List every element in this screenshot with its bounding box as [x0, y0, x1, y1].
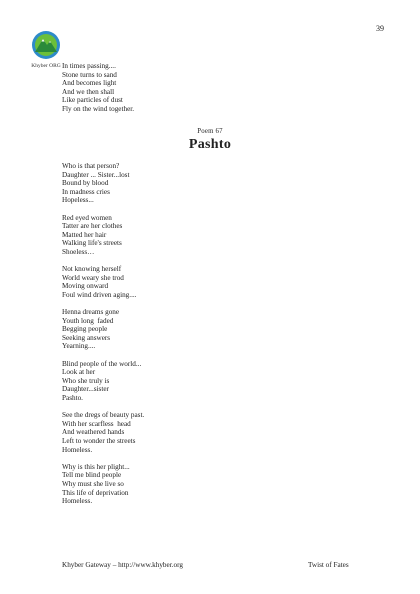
stanza: [62, 265, 144, 299]
intro-stanza: [62, 62, 134, 114]
poem-line: Stone turns to sand: [62, 70, 117, 79]
footer-site-link[interactable]: Khyber Gateway – http://www.khyber.org: [62, 561, 183, 569]
poem-line: This life of deprivation: [62, 488, 129, 497]
poem-line: Begging people: [62, 325, 108, 334]
poem-number: Poem 67: [197, 128, 223, 135]
poem-line: And becomes light: [62, 79, 117, 88]
stanza: [62, 308, 144, 351]
poem-line: Hopeless...: [62, 196, 94, 205]
poem-line: With her scarfless head: [62, 419, 131, 428]
poem-line: Daughter...sister: [62, 385, 109, 394]
poem-line: And we then shall: [62, 87, 115, 96]
poem-line: And weathered hands: [62, 428, 125, 437]
stanza: [62, 162, 144, 205]
poem-line: Left to wonder the streets: [62, 437, 136, 445]
poem-line: Yearning....: [62, 342, 96, 351]
logo-emblem-icon: [31, 30, 61, 60]
poem-line: See the dregs of beauty past.: [62, 411, 145, 420]
poem-line: Tell me blind people: [62, 471, 122, 480]
poem-line: Bound by blood: [62, 179, 109, 188]
page-number: 39: [376, 24, 384, 33]
poem-line: Homeless.: [62, 445, 93, 454]
poem-line: Blind people of the world...: [62, 359, 142, 368]
stanza: [62, 463, 144, 506]
poem-line: World weary she trod: [62, 273, 124, 282]
poem-body: [62, 162, 144, 514]
poem-line: Matted her hair: [62, 230, 107, 239]
poem-line: Pashto.: [62, 394, 83, 403]
poem-line: Fly on the wind together.: [62, 104, 135, 113]
stanza: [62, 360, 144, 403]
poem-line: Like particles of dust: [62, 96, 123, 105]
poem-line: Youth long faded: [62, 316, 114, 325]
logo-text: Khyber ORG: [31, 63, 61, 69]
poem-line: Homeless.: [62, 497, 93, 506]
footer-book-title: Twist of Fates: [308, 561, 349, 569]
stanza: [62, 214, 144, 257]
poem-line: Daughter ... Sister...lost: [62, 170, 130, 179]
poem-line: Red eyed women: [62, 213, 112, 222]
poem-line: Foul wind driven aging....: [62, 290, 137, 299]
poem-title: Pashto: [188, 137, 232, 152]
poem-line: Henna dreams gone: [62, 308, 120, 317]
poem-line: Look at her: [62, 368, 96, 377]
poem-line: Who she truly is: [62, 376, 110, 385]
poem-line: Moving onward: [62, 282, 109, 291]
poem-line: In times passing....: [62, 62, 116, 70]
poem-line: Not knowing herself: [62, 265, 122, 274]
poem-line: Who is that person?: [62, 162, 120, 170]
stanza: [62, 411, 144, 454]
poem-line: Seeking answers: [62, 333, 111, 342]
poem-line: Why is this her plight...: [62, 462, 130, 471]
poem-line: Shoeless…: [62, 247, 95, 256]
poem-line: In madness cries: [62, 187, 110, 196]
poem-line: Walking life's streets: [62, 239, 122, 248]
poem-line: Tatter are her clothes: [62, 222, 123, 231]
poem-line: Why must she live so: [62, 479, 124, 488]
